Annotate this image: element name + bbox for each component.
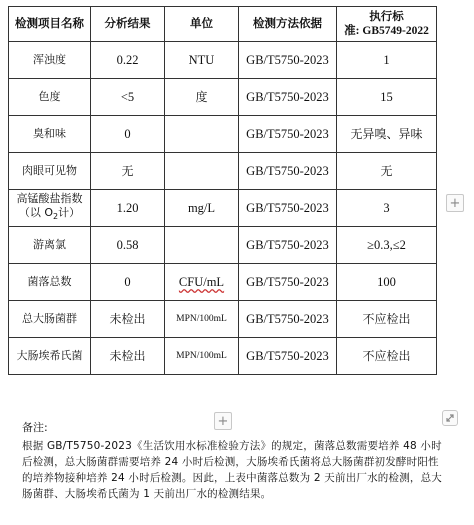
unit-text: CFU/mL <box>178 275 225 289</box>
unit-value <box>165 227 239 264</box>
method-value: GB/T5750-2023 <box>239 79 337 116</box>
table-row <box>9 79 437 116</box>
result-value: 未检出 <box>91 338 165 375</box>
standard-value: 不应检出 <box>337 301 437 338</box>
result-value: 无 <box>91 153 165 190</box>
item-name: 大肠埃希氏菌 <box>9 338 91 375</box>
header-standard <box>337 7 437 42</box>
method-value: GB/T5750-2023 <box>239 301 337 338</box>
notes-title: 备注: <box>22 421 48 434</box>
plus-icon: + <box>449 196 461 211</box>
unit-value: mg/L <box>165 190 239 227</box>
result-value: 未检出 <box>91 301 165 338</box>
standard-value: 1 <box>337 42 437 79</box>
header-standard-line2: 准: GB5749-2022 <box>344 25 429 37</box>
item-name: 肉眼可见物 <box>9 153 91 190</box>
add-column-button[interactable] <box>446 194 464 212</box>
result-value: 0 <box>91 116 165 153</box>
item-name: 浑浊度 <box>9 42 91 79</box>
standard-value: 不应检出 <box>337 338 437 375</box>
header-method: 检测方法依据 <box>239 7 337 42</box>
header-standard-line1: 执行标 <box>369 11 404 23</box>
unit-value: MPN/100mL <box>165 338 239 375</box>
standard-value: 100 <box>337 264 437 301</box>
result-value: 0.58 <box>91 227 165 264</box>
item-name: 菌落总数 <box>9 264 91 301</box>
result-value: 0.22 <box>91 42 165 79</box>
header-result: 分析结果 <box>91 7 165 42</box>
standard-value: 无异嗅、异味 <box>337 116 437 153</box>
table-row <box>9 338 437 375</box>
header-item-name: 检测项目名称 <box>9 7 91 42</box>
resize-icon <box>443 411 457 425</box>
table-row <box>9 116 437 153</box>
method-value: GB/T5750-2023 <box>239 190 337 227</box>
method-value: GB/T5750-2023 <box>239 42 337 79</box>
item-name: 游离氯 <box>9 227 91 264</box>
unit-value <box>165 264 239 301</box>
subscript-two: 2 <box>53 212 59 222</box>
standard-value: 无 <box>337 153 437 190</box>
notes-section <box>22 420 442 502</box>
result-value: 0 <box>91 264 165 301</box>
item-name-line2-start: （以 O <box>18 205 54 219</box>
method-value: GB/T5750-2023 <box>239 116 337 153</box>
standard-value: 15 <box>337 79 437 116</box>
item-name-line2-end: 计） <box>58 205 81 219</box>
table-header-row <box>9 7 437 42</box>
notes-body: 根据 GB/T5750-2023《生活饮用水标准检验方法》的规定，菌落总数需要培养 48 小时后检测，总大肠菌群需要培养 24 小时后检测，大肠埃希氏菌将总大肠菌群初发酵时阳性的培养物接种培养 24 小时后检测。因此，上表中菌落总数为 2 天前出厂水的检测，总大肠菌群、大肠埃希氏菌为 1 天前出厂水的检测结果。 <box>22 440 442 500</box>
water-quality-table <box>8 6 437 375</box>
item-name: 总大肠菌群 <box>9 301 91 338</box>
result-value: <5 <box>91 79 165 116</box>
item-name-line1: 高锰酸盐指数 <box>16 191 83 205</box>
unit-value <box>165 116 239 153</box>
table-row <box>9 190 437 227</box>
unit-value: MPN/100mL <box>165 301 239 338</box>
unit-value: NTU <box>165 42 239 79</box>
table-resize-handle[interactable] <box>442 410 458 426</box>
method-value: GB/T5750-2023 <box>239 338 337 375</box>
item-name <box>9 190 91 227</box>
item-name-line2 <box>11 206 88 224</box>
table-row <box>9 264 437 301</box>
method-value: GB/T5750-2023 <box>239 227 337 264</box>
result-value: 1.20 <box>91 190 165 227</box>
plus-icon: + <box>217 414 229 429</box>
unit-value: 度 <box>165 79 239 116</box>
table-row <box>9 42 437 79</box>
method-value: GB/T5750-2023 <box>239 153 337 190</box>
header-unit: 单位 <box>165 7 239 42</box>
item-name: 色度 <box>9 79 91 116</box>
table-row <box>9 227 437 264</box>
table-row <box>9 301 437 338</box>
unit-value <box>165 153 239 190</box>
method-value: GB/T5750-2023 <box>239 264 337 301</box>
standard-value: 3 <box>337 190 437 227</box>
item-name: 臭和味 <box>9 116 91 153</box>
table-row <box>9 153 437 190</box>
standard-value: ≥0.3,≤2 <box>337 227 437 264</box>
